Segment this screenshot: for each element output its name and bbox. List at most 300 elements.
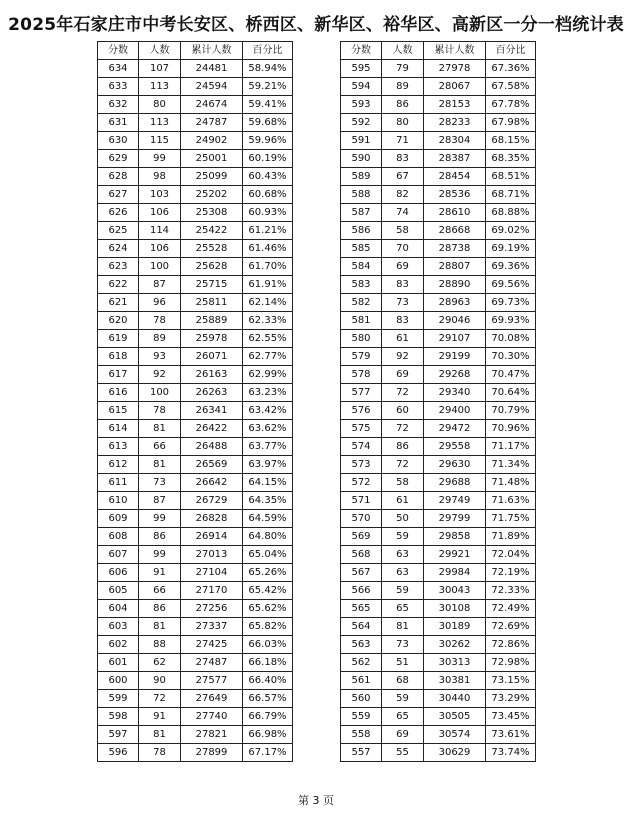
cell-percent: 64.80% [243,528,293,546]
cell-count: 81 [139,456,181,474]
cell-score: 609 [98,510,139,528]
table-row [98,132,293,150]
cell-score: 630 [98,132,139,150]
cell-count: 70 [382,240,424,258]
cell-score: 573 [341,456,382,474]
table-row [341,600,536,618]
cell-percent: 69.19% [486,240,536,258]
cell-count: 59 [382,690,424,708]
cell-cumulative: 27337 [181,618,243,636]
cell-cumulative: 28454 [424,168,486,186]
cell-count: 72 [382,420,424,438]
cell-percent: 71.89% [486,528,536,546]
cell-count: 79 [382,60,424,78]
cell-cumulative: 25422 [181,222,243,240]
cell-cumulative: 24674 [181,96,243,114]
cell-cumulative: 29107 [424,330,486,348]
cell-percent: 68.35% [486,150,536,168]
cell-cumulative: 29858 [424,528,486,546]
cell-cumulative: 25889 [181,312,243,330]
table-row [98,654,293,672]
cell-count: 65 [382,600,424,618]
cell-percent: 70.79% [486,402,536,420]
cell-cumulative: 26163 [181,366,243,384]
table-header-row [341,42,536,60]
cell-score: 567 [341,564,382,582]
cell-score: 572 [341,474,382,492]
cell-percent: 65.82% [243,618,293,636]
cell-score: 565 [341,600,382,618]
cell-cumulative: 29630 [424,456,486,474]
cell-percent: 63.62% [243,420,293,438]
table-row [341,114,536,132]
cell-count: 63 [382,564,424,582]
table-row [341,492,536,510]
cell-cumulative: 28153 [424,96,486,114]
cell-percent: 70.64% [486,384,536,402]
table-row [98,60,293,78]
cell-score: 634 [98,60,139,78]
cell-percent: 69.56% [486,276,536,294]
cell-percent: 66.79% [243,708,293,726]
cell-count: 61 [382,330,424,348]
cell-percent: 72.86% [486,636,536,654]
cell-count: 88 [139,636,181,654]
table-row [98,636,293,654]
cell-score: 620 [98,312,139,330]
cell-count: 61 [382,492,424,510]
cell-score: 606 [98,564,139,582]
table-row [341,744,536,762]
header-cumulative: 累计人数 [181,42,243,60]
table-row [98,456,293,474]
cell-count: 62 [139,654,181,672]
table-row [341,528,536,546]
cell-percent: 72.49% [486,600,536,618]
cell-score: 605 [98,582,139,600]
cell-cumulative: 28387 [424,150,486,168]
table-row [98,564,293,582]
table-row [98,384,293,402]
cell-cumulative: 25628 [181,258,243,276]
cell-count: 74 [382,204,424,222]
cell-score: 579 [341,348,382,366]
cell-percent: 64.59% [243,510,293,528]
table-row [341,510,536,528]
table-row [341,564,536,582]
cell-count: 113 [139,78,181,96]
cell-count: 73 [382,636,424,654]
cell-percent: 62.99% [243,366,293,384]
cell-percent: 70.30% [486,348,536,366]
cell-percent: 62.33% [243,312,293,330]
cell-count: 89 [382,78,424,96]
cell-cumulative: 28738 [424,240,486,258]
table-row [341,168,536,186]
cell-score: 588 [341,186,382,204]
cell-cumulative: 25978 [181,330,243,348]
cell-percent: 64.35% [243,492,293,510]
cell-cumulative: 25811 [181,294,243,312]
table-row [98,474,293,492]
cell-score: 593 [341,96,382,114]
cell-count: 66 [139,438,181,456]
cell-cumulative: 29340 [424,384,486,402]
cell-percent: 66.40% [243,672,293,690]
cell-cumulative: 25308 [181,204,243,222]
cell-count: 91 [139,564,181,582]
table-row [98,402,293,420]
cell-count: 58 [382,222,424,240]
cell-count: 58 [382,474,424,492]
cell-percent: 73.45% [486,708,536,726]
cell-score: 597 [98,726,139,744]
header-score: 分数 [98,42,139,60]
cell-score: 564 [341,618,382,636]
table-row [98,672,293,690]
cell-score: 561 [341,672,382,690]
cell-score: 580 [341,330,382,348]
cell-cumulative: 29749 [424,492,486,510]
cell-count: 69 [382,366,424,384]
cell-score: 557 [341,744,382,762]
cell-score: 613 [98,438,139,456]
header-percent: 百分比 [243,42,293,60]
cell-cumulative: 29472 [424,420,486,438]
table-row [98,600,293,618]
cell-score: 604 [98,600,139,618]
cell-cumulative: 24594 [181,78,243,96]
table-row [341,276,536,294]
cell-score: 560 [341,690,382,708]
cell-percent: 62.14% [243,294,293,312]
score-table-right [340,41,536,762]
cell-cumulative: 24787 [181,114,243,132]
cell-cumulative: 27256 [181,600,243,618]
cell-score: 621 [98,294,139,312]
cell-cumulative: 27821 [181,726,243,744]
cell-score: 576 [341,402,382,420]
cell-percent: 65.62% [243,600,293,618]
cell-count: 81 [139,618,181,636]
cell-percent: 59.96% [243,132,293,150]
cell-count: 103 [139,186,181,204]
cell-percent: 62.55% [243,330,293,348]
header-cumulative: 累计人数 [424,42,486,60]
cell-percent: 59.68% [243,114,293,132]
cell-cumulative: 30381 [424,672,486,690]
cell-cumulative: 28610 [424,204,486,222]
cell-cumulative: 27013 [181,546,243,564]
cell-score: 603 [98,618,139,636]
table-row [341,402,536,420]
cell-count: 99 [139,150,181,168]
cell-count: 81 [382,618,424,636]
cell-score: 622 [98,276,139,294]
table-row [98,276,293,294]
table-row [341,222,536,240]
cell-score: 582 [341,294,382,312]
cell-count: 71 [382,132,424,150]
cell-count: 55 [382,744,424,762]
cell-percent: 69.02% [486,222,536,240]
cell-score: 633 [98,78,139,96]
table-row [98,78,293,96]
cell-percent: 70.08% [486,330,536,348]
cell-cumulative: 29400 [424,402,486,420]
cell-percent: 72.98% [486,654,536,672]
cell-count: 99 [139,510,181,528]
cell-cumulative: 29688 [424,474,486,492]
table-row [98,510,293,528]
cell-score: 601 [98,654,139,672]
table-row [341,186,536,204]
cell-count: 93 [139,348,181,366]
cell-score: 558 [341,726,382,744]
cell-cumulative: 26488 [181,438,243,456]
cell-count: 107 [139,60,181,78]
cell-score: 584 [341,258,382,276]
cell-cumulative: 27649 [181,690,243,708]
table-row [341,348,536,366]
cell-cumulative: 26642 [181,474,243,492]
cell-count: 81 [139,726,181,744]
cell-count: 86 [382,438,424,456]
cell-cumulative: 29984 [424,564,486,582]
cell-score: 577 [341,384,382,402]
cell-count: 82 [382,186,424,204]
table-row [98,222,293,240]
table-row [98,726,293,744]
cell-score: 614 [98,420,139,438]
cell-count: 51 [382,654,424,672]
cell-cumulative: 30505 [424,708,486,726]
cell-count: 92 [139,366,181,384]
cell-cumulative: 28536 [424,186,486,204]
cell-percent: 61.91% [243,276,293,294]
cell-score: 581 [341,312,382,330]
cell-score: 562 [341,654,382,672]
cell-cumulative: 27577 [181,672,243,690]
cell-score: 602 [98,636,139,654]
header-count: 人数 [139,42,181,60]
cell-score: 559 [341,708,382,726]
cell-score: 628 [98,168,139,186]
cell-count: 100 [139,258,181,276]
table-row [98,690,293,708]
cell-count: 83 [382,312,424,330]
cell-percent: 71.48% [486,474,536,492]
cell-percent: 60.43% [243,168,293,186]
header-count: 人数 [382,42,424,60]
cell-percent: 68.51% [486,168,536,186]
cell-cumulative: 27487 [181,654,243,672]
cell-cumulative: 29921 [424,546,486,564]
cell-cumulative: 27425 [181,636,243,654]
cell-percent: 72.69% [486,618,536,636]
table-row [341,96,536,114]
table-row [341,618,536,636]
cell-cumulative: 27740 [181,708,243,726]
table-row [341,258,536,276]
cell-cumulative: 28067 [424,78,486,96]
cell-count: 69 [382,726,424,744]
cell-score: 586 [341,222,382,240]
table-row [98,708,293,726]
cell-count: 65 [382,708,424,726]
cell-cumulative: 27978 [424,60,486,78]
table-row [98,546,293,564]
cell-score: 590 [341,150,382,168]
table-row [341,60,536,78]
table-row [341,312,536,330]
cell-cumulative: 30629 [424,744,486,762]
table-row [98,240,293,258]
cell-cumulative: 26729 [181,492,243,510]
cell-percent: 73.74% [486,744,536,762]
cell-score: 612 [98,456,139,474]
cell-percent: 70.47% [486,366,536,384]
table-row [98,348,293,366]
table-row [98,150,293,168]
cell-percent: 63.23% [243,384,293,402]
cell-percent: 68.88% [486,204,536,222]
cell-percent: 73.29% [486,690,536,708]
cell-percent: 71.34% [486,456,536,474]
cell-count: 78 [139,744,181,762]
cell-percent: 59.21% [243,78,293,96]
cell-count: 100 [139,384,181,402]
cell-cumulative: 30108 [424,600,486,618]
table-row [98,186,293,204]
cell-cumulative: 27104 [181,564,243,582]
cell-score: 595 [341,60,382,78]
table-row [341,366,536,384]
table-row [341,420,536,438]
cell-score: 583 [341,276,382,294]
cell-score: 615 [98,402,139,420]
score-table-left [97,41,293,762]
cell-percent: 73.15% [486,672,536,690]
cell-percent: 61.70% [243,258,293,276]
table-row [341,654,536,672]
table-row [341,438,536,456]
cell-cumulative: 25715 [181,276,243,294]
cell-count: 59 [382,582,424,600]
table-row [341,294,536,312]
cell-percent: 63.77% [243,438,293,456]
table-row [98,618,293,636]
cell-score: 598 [98,708,139,726]
cell-score: 631 [98,114,139,132]
cell-cumulative: 26569 [181,456,243,474]
cell-cumulative: 29799 [424,510,486,528]
table-row [341,474,536,492]
cell-count: 86 [382,96,424,114]
table-row [341,78,536,96]
cell-count: 90 [139,672,181,690]
cell-count: 63 [382,546,424,564]
cell-score: 618 [98,348,139,366]
cell-percent: 67.36% [486,60,536,78]
cell-cumulative: 30262 [424,636,486,654]
cell-cumulative: 26071 [181,348,243,366]
cell-count: 86 [139,528,181,546]
cell-cumulative: 26341 [181,402,243,420]
cell-cumulative: 25202 [181,186,243,204]
table-row [341,204,536,222]
cell-cumulative: 30440 [424,690,486,708]
cell-count: 80 [139,96,181,114]
table-header-row [98,42,293,60]
cell-score: 632 [98,96,139,114]
cell-score: 608 [98,528,139,546]
cell-cumulative: 24902 [181,132,243,150]
cell-score: 571 [341,492,382,510]
table-row [98,744,293,762]
cell-cumulative: 29046 [424,312,486,330]
cell-cumulative: 28807 [424,258,486,276]
cell-score: 616 [98,384,139,402]
cell-cumulative: 25528 [181,240,243,258]
cell-count: 73 [382,294,424,312]
table-row [341,636,536,654]
cell-percent: 60.68% [243,186,293,204]
cell-cumulative: 30313 [424,654,486,672]
cell-cumulative: 27170 [181,582,243,600]
table-row [98,438,293,456]
cell-score: 596 [98,744,139,762]
header-percent: 百分比 [486,42,536,60]
cell-count: 92 [382,348,424,366]
table-row [98,204,293,222]
cell-count: 83 [382,150,424,168]
cell-percent: 66.98% [243,726,293,744]
cell-cumulative: 26914 [181,528,243,546]
cell-count: 68 [382,672,424,690]
cell-count: 99 [139,546,181,564]
cell-count: 81 [139,420,181,438]
header-score: 分数 [341,42,382,60]
cell-percent: 67.58% [486,78,536,96]
cell-count: 113 [139,114,181,132]
table-row [341,708,536,726]
table-row [341,582,536,600]
cell-percent: 73.61% [486,726,536,744]
cell-score: 591 [341,132,382,150]
cell-percent: 60.93% [243,204,293,222]
cell-cumulative: 24481 [181,60,243,78]
cell-percent: 66.57% [243,690,293,708]
cell-score: 629 [98,150,139,168]
cell-cumulative: 29558 [424,438,486,456]
cell-count: 87 [139,276,181,294]
cell-cumulative: 28304 [424,132,486,150]
table-row [98,114,293,132]
cell-count: 72 [139,690,181,708]
cell-cumulative: 30043 [424,582,486,600]
table-row [341,240,536,258]
cell-percent: 63.97% [243,456,293,474]
cell-score: 624 [98,240,139,258]
cell-count: 73 [139,474,181,492]
cell-percent: 65.04% [243,546,293,564]
cell-percent: 66.03% [243,636,293,654]
cell-score: 587 [341,204,382,222]
cell-score: 623 [98,258,139,276]
cell-percent: 63.42% [243,402,293,420]
cell-percent: 66.18% [243,654,293,672]
